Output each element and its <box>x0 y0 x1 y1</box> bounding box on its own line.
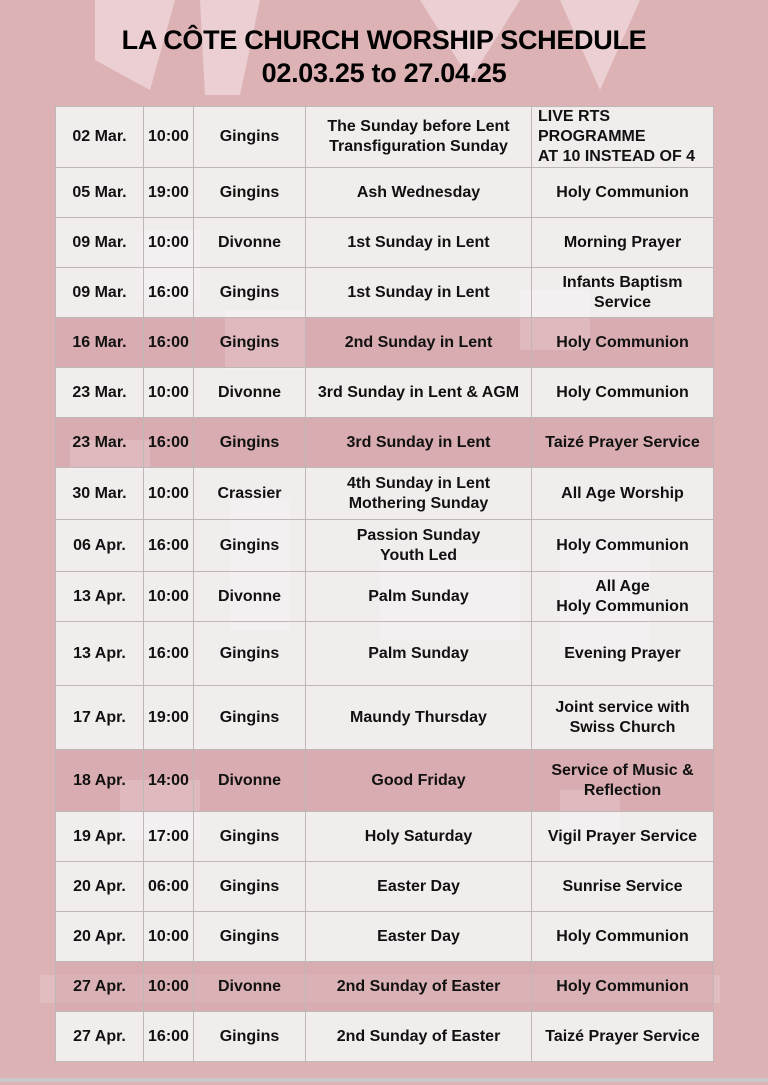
schedule-row <box>56 520 714 572</box>
cell-time: 19:00 <box>144 168 194 218</box>
cell-date: 13 Apr. <box>56 622 144 686</box>
cell-service: Holy Communion <box>532 318 714 368</box>
cell-date: 13 Apr. <box>56 572 144 622</box>
cell-occasion: 4th Sunday in Lent Mothering Sunday <box>306 468 532 520</box>
schedule-row <box>56 268 714 318</box>
cell-time: 10:00 <box>144 962 194 1012</box>
cell-date: 02 Mar. <box>56 107 144 168</box>
cell-location: Gingins <box>194 686 306 750</box>
schedule-row <box>56 750 714 812</box>
cell-service: Holy Communion <box>532 368 714 418</box>
cell-time: 10:00 <box>144 368 194 418</box>
cell-occasion: Palm Sunday <box>306 572 532 622</box>
cell-location: Divonne <box>194 750 306 812</box>
cell-occasion: Maundy Thursday <box>306 686 532 750</box>
cell-service: Holy Communion <box>532 962 714 1012</box>
cell-service: Taizé Prayer Service <box>532 418 714 468</box>
schedule-row <box>56 168 714 218</box>
cell-occasion: 2nd Sunday in Lent <box>306 318 532 368</box>
cell-date: 16 Mar. <box>56 318 144 368</box>
schedule-row <box>56 468 714 520</box>
cell-occasion: 1st Sunday in Lent <box>306 268 532 318</box>
cell-location: Crassier <box>194 468 306 520</box>
cell-date: 23 Mar. <box>56 418 144 468</box>
cell-service: LIVE RTS PROGRAMME AT 10 INSTEAD OF 4 <box>532 107 714 168</box>
cell-occasion: 1st Sunday in Lent <box>306 218 532 268</box>
schedule-row <box>56 622 714 686</box>
cell-service: Taizé Prayer Service <box>532 1012 714 1062</box>
cell-occasion: Palm Sunday <box>306 622 532 686</box>
cell-time: 16:00 <box>144 520 194 572</box>
cell-location: Gingins <box>194 812 306 862</box>
schedule-row <box>56 572 714 622</box>
schedule-row <box>56 318 714 368</box>
cell-time: 16:00 <box>144 1012 194 1062</box>
cell-date: 27 Apr. <box>56 962 144 1012</box>
schedule-row <box>56 107 714 168</box>
cell-location: Gingins <box>194 318 306 368</box>
cell-time: 10:00 <box>144 572 194 622</box>
cell-occasion: Good Friday <box>306 750 532 812</box>
worship-schedule-table <box>55 106 714 1062</box>
cell-location: Divonne <box>194 218 306 268</box>
schedule-row <box>56 962 714 1012</box>
cell-location: Gingins <box>194 520 306 572</box>
cell-occasion: 3rd Sunday in Lent & AGM <box>306 368 532 418</box>
cell-time: 19:00 <box>144 686 194 750</box>
cell-location: Gingins <box>194 912 306 962</box>
cell-service: Vigil Prayer Service <box>532 812 714 862</box>
cell-service: Holy Communion <box>532 168 714 218</box>
cell-service: Infants Baptism Service <box>532 268 714 318</box>
cell-service: Holy Communion <box>532 912 714 962</box>
cell-location: Divonne <box>194 962 306 1012</box>
schedule-row <box>56 862 714 912</box>
cell-date: 27 Apr. <box>56 1012 144 1062</box>
schedule-title: LA CÔTE CHURCH WORSHIP SCHEDULE <box>121 25 647 55</box>
page-title <box>0 24 768 90</box>
cell-date: 23 Mar. <box>56 368 144 418</box>
cell-time: 10:00 <box>144 468 194 520</box>
cell-occasion: 2nd Sunday of Easter <box>306 962 532 1012</box>
cell-occasion: The Sunday before Lent Transfiguration Sunday <box>306 107 532 168</box>
cell-service: Morning Prayer <box>532 218 714 268</box>
cell-occasion: Easter Day <box>306 862 532 912</box>
schedule-row <box>56 912 714 962</box>
cell-service: Evening Prayer <box>532 622 714 686</box>
cell-occasion: Holy Saturday <box>306 812 532 862</box>
cell-time: 16:00 <box>144 418 194 468</box>
date-range: 02.03.25 to 27.04.25 <box>261 58 507 88</box>
cell-date: 18 Apr. <box>56 750 144 812</box>
schedule-row <box>56 812 714 862</box>
cell-time: 10:00 <box>144 107 194 168</box>
cell-service: All Age Holy Communion <box>532 572 714 622</box>
cell-date: 30 Mar. <box>56 468 144 520</box>
cell-date: 19 Apr. <box>56 812 144 862</box>
cell-location: Gingins <box>194 418 306 468</box>
cell-occasion: 2nd Sunday of Easter <box>306 1012 532 1062</box>
cell-time: 06:00 <box>144 862 194 912</box>
cell-time: 16:00 <box>144 318 194 368</box>
cell-date: 09 Mar. <box>56 218 144 268</box>
cell-date: 17 Apr. <box>56 686 144 750</box>
cell-time: 10:00 <box>144 912 194 962</box>
cell-location: Gingins <box>194 268 306 318</box>
cell-date: 06 Apr. <box>56 520 144 572</box>
cell-location: Gingins <box>194 107 306 168</box>
schedule-row <box>56 218 714 268</box>
cell-service: All Age Worship <box>532 468 714 520</box>
cell-time: 10:00 <box>144 218 194 268</box>
schedule-row <box>56 368 714 418</box>
cell-time: 16:00 <box>144 622 194 686</box>
cell-occasion: Ash Wednesday <box>306 168 532 218</box>
cell-location: Divonne <box>194 572 306 622</box>
cell-location: Gingins <box>194 862 306 912</box>
cell-location: Gingins <box>194 1012 306 1062</box>
cell-occasion: 3rd Sunday in Lent <box>306 418 532 468</box>
schedule-row <box>56 418 714 468</box>
cell-location: Gingins <box>194 168 306 218</box>
cell-service: Service of Music & Reflection <box>532 750 714 812</box>
cell-occasion: Easter Day <box>306 912 532 962</box>
cell-time: 17:00 <box>144 812 194 862</box>
cell-location: Divonne <box>194 368 306 418</box>
cell-location: Gingins <box>194 622 306 686</box>
cell-service: Joint service with Swiss Church <box>532 686 714 750</box>
schedule-row <box>56 686 714 750</box>
cell-date: 05 Mar. <box>56 168 144 218</box>
cell-service: Holy Communion <box>532 520 714 572</box>
cell-date: 20 Apr. <box>56 912 144 962</box>
cell-date: 09 Mar. <box>56 268 144 318</box>
cell-time: 14:00 <box>144 750 194 812</box>
cell-occasion: Passion Sunday Youth Led <box>306 520 532 572</box>
cell-date: 20 Apr. <box>56 862 144 912</box>
cell-time: 16:00 <box>144 268 194 318</box>
schedule-row <box>56 1012 714 1062</box>
cell-service: Sunrise Service <box>532 862 714 912</box>
